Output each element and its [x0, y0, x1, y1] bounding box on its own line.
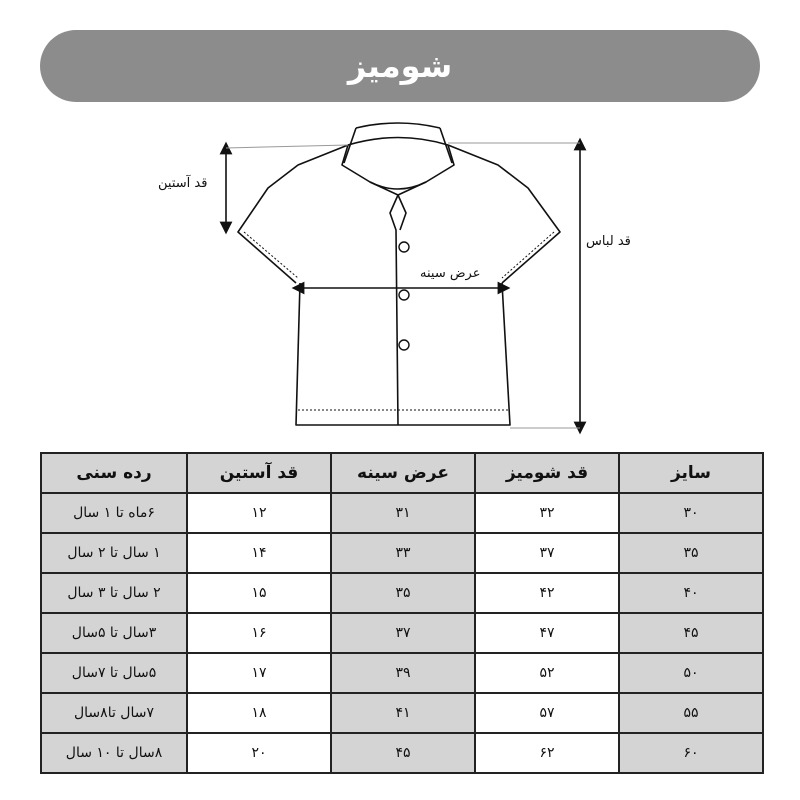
cell-age-range: ۷سال تا۸سال: [41, 693, 187, 733]
cell-shirt-length: ۶۲: [475, 733, 619, 773]
cell-sleeve-length: ۱۷: [187, 653, 331, 693]
button-3: [399, 340, 409, 350]
cell-sleeve-length: ۱۲: [187, 493, 331, 533]
cell-chest-width: ۳۹: [331, 653, 475, 693]
cell-chest-width: ۴۱: [331, 693, 475, 733]
cell-chest-width: ۳۳: [331, 533, 475, 573]
cell-size: ۳۵: [619, 533, 763, 573]
collar-left: [342, 145, 398, 425]
table-row: [41, 693, 763, 733]
cell-shirt-length: ۳۷: [475, 533, 619, 573]
table-row: [41, 573, 763, 613]
shirt-body-outline: [296, 283, 510, 425]
cell-size: ۵۵: [619, 693, 763, 733]
cell-age-range: ۲ سال تا ۳ سال: [41, 573, 187, 613]
cell-age-range: ۱ سال تا ۲ سال: [41, 533, 187, 573]
header-age-range: رده سنی: [41, 453, 187, 493]
shirt-diagram: [0, 110, 800, 440]
cell-sleeve-length: ۱۶: [187, 613, 331, 653]
header-size: سایز: [619, 453, 763, 493]
cell-shirt-length: ۴۷: [475, 613, 619, 653]
cell-chest-width: ۴۵: [331, 733, 475, 773]
cell-shirt-length: ۵۲: [475, 653, 619, 693]
cell-shirt-length: ۳۲: [475, 493, 619, 533]
cell-sleeve-length: ۲۰: [187, 733, 331, 773]
cell-sleeve-length: ۱۸: [187, 693, 331, 733]
chest-width-label: عرض سینه: [420, 266, 481, 281]
sleeve-length-label: قد آستین: [158, 176, 208, 191]
size-table: [40, 452, 764, 774]
cell-chest-width: ۳۷: [331, 613, 475, 653]
cell-age-range: ۸سال تا ۱۰ سال: [41, 733, 187, 773]
cell-sleeve-length: ۱۵: [187, 573, 331, 613]
table-header-row: [41, 453, 763, 493]
cell-shirt-length: ۴۲: [475, 573, 619, 613]
right-sleeve-outline: [448, 145, 560, 283]
table-row: [41, 653, 763, 693]
page-title: شومیز: [347, 47, 453, 85]
cell-age-range: ۵سال تا ۷سال: [41, 653, 187, 693]
table-row: [41, 733, 763, 773]
table-row: [41, 613, 763, 653]
cell-size: ۵۰: [619, 653, 763, 693]
shirt-illustration: [0, 110, 800, 440]
button-1: [399, 242, 409, 252]
cell-shirt-length: ۵۷: [475, 693, 619, 733]
table-row: [41, 493, 763, 533]
left-sleeve-outline: [238, 145, 348, 283]
cell-chest-width: ۳۵: [331, 573, 475, 613]
title-bar: [40, 30, 760, 102]
header-chest-width: عرض سینه: [331, 453, 475, 493]
button-2: [399, 290, 409, 300]
cell-age-range: ۳سال تا ۵سال: [41, 613, 187, 653]
cell-size: ۳۰: [619, 493, 763, 533]
header-sleeve-length: قد آستین: [187, 453, 331, 493]
cell-size: ۶۰: [619, 733, 763, 773]
garment-length-label: قد لباس: [586, 234, 631, 249]
header-shirt-length: قد شومیز: [475, 453, 619, 493]
cell-chest-width: ۳۱: [331, 493, 475, 533]
cell-age-range: ۶ماه تا ۱ سال: [41, 493, 187, 533]
table-row: [41, 533, 763, 573]
cell-size: ۴۵: [619, 613, 763, 653]
cell-sleeve-length: ۱۴: [187, 533, 331, 573]
cell-size: ۴۰: [619, 573, 763, 613]
